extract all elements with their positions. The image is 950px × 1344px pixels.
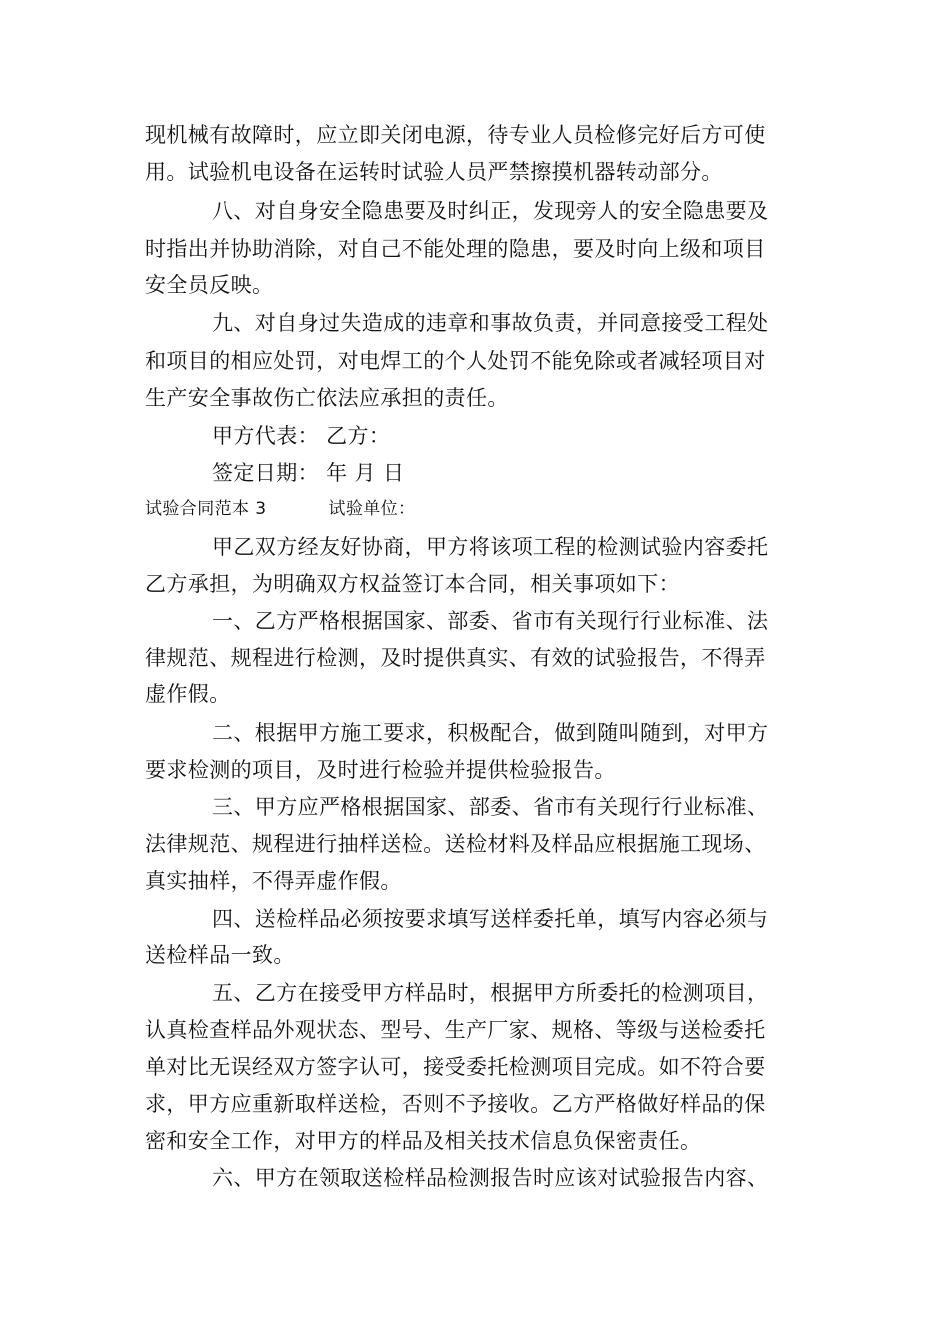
paragraph-line: 虚作假。	[145, 682, 231, 706]
paragraph-line: 求，甲方应重新取样送检，否则不予接收。乙方严格做好样品的保	[145, 1092, 766, 1116]
test-unit-label: 试验单位：	[328, 499, 416, 519]
signing-date-line: 签定日期： 年 月 日	[212, 461, 405, 485]
paragraph-line: 要求检测的项目，及时进行检验并提供检验报告。	[145, 758, 616, 782]
paragraph-line: 送检样品一致。	[145, 943, 295, 967]
intro-line: 甲乙双方经友好协商，甲方将该项工程的检测试验内容委托	[212, 535, 769, 559]
clause-3-line: 三、甲方应严格根据国家、部委、省市有关现行行业标准、	[212, 795, 769, 819]
section-heading-line	[145, 492, 415, 522]
clause-6-line: 六、甲方在领取送检样品检测报告时应该对试验报告内容、	[212, 1166, 769, 1190]
paragraph-line: 现机械有故障时，应立即关闭电源，待专业人员检修完好后方可使	[145, 123, 766, 147]
clause-9-line: 九、对自身过失造成的违章和事故负责，并同意接受工程处	[212, 311, 769, 335]
paragraph-line: 单对比无误经双方签字认可，接受委托检测项目完成。如不符合要	[145, 1055, 766, 1079]
clause-1-line: 一、乙方严格根据国家、部委、省市有关现行行业标准、法	[212, 609, 769, 633]
clause-5-line: 五、乙方在接受甲方样品时，根据甲方所委托的检测项目，	[212, 981, 769, 1005]
paragraph-line: 法律规范、规程进行抽样送检。送检材料及样品应根据施工现场、	[145, 832, 766, 856]
paragraph-line: 用。试验机电设备在运转时试验人员严禁擦摸机器转动部分。	[145, 160, 723, 184]
clause-4-line: 四、送检样品必须按要求填写送样委托单，填写内容必须与	[212, 907, 769, 931]
paragraph-line: 时指出并协助消除，对自己不能处理的隐患，要及时向上级和项目	[145, 237, 766, 261]
paragraph-line: 律规范、规程进行检测，及时提供真实、有效的试验报告，不得弄	[145, 646, 766, 670]
paragraph-line: 乙方承担，为明确双方权益签订本合同，相关事项如下：	[145, 572, 680, 596]
paragraph-line: 真实抽样，不得弄虚作假。	[145, 869, 402, 893]
paragraph-line: 生产安全事故伤亡依法应承担的责任。	[145, 386, 509, 410]
paragraph-line: 密和安全工作，对甲方的样品及相关技术信息负保密责任。	[145, 1129, 702, 1153]
paragraph-line: 安全员反映。	[145, 273, 274, 297]
signature-parties-line: 甲方代表： 乙方：	[212, 424, 391, 448]
paragraph-line: 和项目的相应处罚，对电焊工的个人处罚不能免除或者减轻项目对	[145, 349, 766, 373]
clause-8-line: 八、对自身安全隐患要及时纠正，发现旁人的安全隐患要及	[212, 199, 769, 223]
paragraph-line: 认真检查样品外观状态、型号、生产厂家、规格、等级与送检委托	[145, 1018, 766, 1042]
section-title: 试验合同范本 3	[145, 499, 267, 519]
clause-2-line: 二、根据甲方施工要求，积极配合，做到随叫随到，对甲方	[212, 721, 769, 745]
